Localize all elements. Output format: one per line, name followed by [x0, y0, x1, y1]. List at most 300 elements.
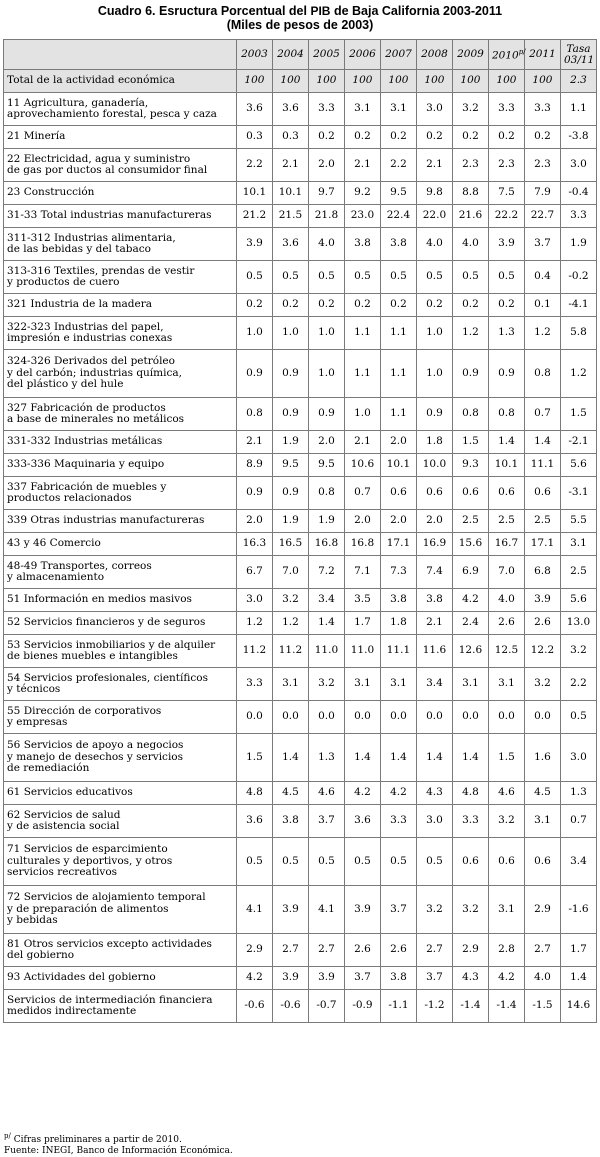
- value-cell: 1.4: [524, 431, 560, 454]
- row-label: 23 Construcción: [4, 182, 237, 205]
- rate-cell: -0.4: [560, 182, 596, 205]
- table-row: [4, 734, 597, 782]
- value-cell: 3.8: [380, 967, 416, 990]
- value-cell: 7.5: [488, 182, 524, 205]
- table-row: [4, 556, 597, 589]
- rate-cell: 2.5: [560, 556, 596, 589]
- value-cell: 11.2: [236, 635, 272, 668]
- footnotes: [4, 1131, 233, 1157]
- value-cell: 4.0: [416, 228, 452, 261]
- table-row: [4, 589, 597, 612]
- value-cell: 1.8: [416, 431, 452, 454]
- value-cell: 0.2: [488, 294, 524, 317]
- value-cell: 21.5: [272, 205, 308, 228]
- value-cell: 1.3: [488, 317, 524, 350]
- value-cell: 0.9: [236, 350, 272, 398]
- value-cell: 2.1: [344, 431, 380, 454]
- header-year: 2003: [236, 40, 272, 70]
- value-cell: 3.2: [452, 93, 488, 126]
- value-cell: 2.5: [488, 510, 524, 533]
- value-cell: 100: [452, 70, 488, 93]
- title-pib: PIB: [310, 4, 331, 18]
- title-line-2: (Miles de pesos de 2003): [226, 18, 374, 32]
- table-row: [4, 510, 597, 533]
- value-cell: 2.7: [416, 934, 452, 967]
- rate-cell: 1.2: [560, 350, 596, 398]
- rate-cell: 0.7: [560, 805, 596, 838]
- table-title: [0, 0, 600, 32]
- value-cell: 0.5: [308, 261, 344, 294]
- header-label-cell: [4, 40, 237, 70]
- header-year: 2011: [524, 40, 560, 70]
- value-cell: 8.8: [452, 182, 488, 205]
- table-row: [4, 317, 597, 350]
- rate-cell: -0.2: [560, 261, 596, 294]
- value-cell: 0.9: [236, 477, 272, 510]
- value-cell: 100: [380, 70, 416, 93]
- row-label: 61 Servicios educativos: [4, 782, 237, 805]
- value-cell: 10.0: [416, 454, 452, 477]
- value-cell: 0.8: [524, 350, 560, 398]
- rate-cell: -1.6: [560, 886, 596, 934]
- value-cell: 2.6: [344, 934, 380, 967]
- value-cell: 2.2: [380, 149, 416, 182]
- value-cell: 16.3: [236, 533, 272, 556]
- value-cell: 3.1: [488, 886, 524, 934]
- value-cell: 3.6: [236, 93, 272, 126]
- value-cell: 0.5: [452, 261, 488, 294]
- value-cell: 0.2: [272, 294, 308, 317]
- value-cell: 0.6: [488, 838, 524, 886]
- value-cell: 15.6: [452, 533, 488, 556]
- rate-cell: 14.6: [560, 990, 596, 1023]
- value-cell: 3.1: [488, 668, 524, 701]
- value-cell: 1.4: [308, 612, 344, 635]
- value-cell: 0.8: [308, 477, 344, 510]
- row-label: 53 Servicios inmobiliarios y de alquiler de bienes muebles e intangibles: [4, 635, 237, 668]
- value-cell: 3.2: [488, 805, 524, 838]
- value-cell: 1.5: [236, 734, 272, 782]
- total-row: [4, 70, 597, 93]
- value-cell: 1.0: [416, 317, 452, 350]
- value-cell: 1.0: [272, 317, 308, 350]
- value-cell: 4.5: [524, 782, 560, 805]
- table-row: [4, 261, 597, 294]
- value-cell: 0.6: [416, 477, 452, 510]
- row-label: 52 Servicios financieros y de seguros: [4, 612, 237, 635]
- value-cell: 0.2: [416, 294, 452, 317]
- value-cell: 6.7: [236, 556, 272, 589]
- value-cell: 17.1: [524, 533, 560, 556]
- value-cell: 3.4: [308, 589, 344, 612]
- value-cell: 2.0: [236, 510, 272, 533]
- value-cell: 1.2: [524, 317, 560, 350]
- value-cell: -1.1: [380, 990, 416, 1023]
- value-cell: 2.6: [524, 612, 560, 635]
- value-cell: 22.7: [524, 205, 560, 228]
- value-cell: 0.9: [308, 398, 344, 431]
- rate-cell: 5.6: [560, 589, 596, 612]
- value-cell: 12.2: [524, 635, 560, 668]
- value-cell: 1.4: [272, 734, 308, 782]
- value-cell: 3.9: [488, 228, 524, 261]
- value-cell: 2.7: [524, 934, 560, 967]
- value-cell: 9.2: [344, 182, 380, 205]
- table-body: [4, 70, 597, 1023]
- value-cell: 6.8: [524, 556, 560, 589]
- value-cell: -0.9: [344, 990, 380, 1023]
- value-cell: 4.2: [488, 967, 524, 990]
- value-cell: 0.6: [488, 477, 524, 510]
- row-label: 48-49 Transportes, correos y almacenamiento: [4, 556, 237, 589]
- value-cell: 0.5: [272, 261, 308, 294]
- value-cell: 1.2: [236, 612, 272, 635]
- value-cell: 3.3: [524, 93, 560, 126]
- value-cell: 0.2: [416, 126, 452, 149]
- value-cell: 1.5: [488, 734, 524, 782]
- rate-cell: 1.5: [560, 398, 596, 431]
- header-year-2010-text: 2010: [491, 49, 519, 62]
- row-label: 54 Servicios profesionales, científicos y técnicos: [4, 668, 237, 701]
- value-cell: 3.7: [524, 228, 560, 261]
- value-cell: -1.2: [416, 990, 452, 1023]
- value-cell: 1.3: [308, 734, 344, 782]
- value-cell: 10.1: [488, 454, 524, 477]
- value-cell: 2.1: [416, 149, 452, 182]
- value-cell: 10.6: [344, 454, 380, 477]
- footnote-source: [4, 1146, 233, 1157]
- rate-cell: 3.4: [560, 838, 596, 886]
- value-cell: 3.1: [272, 668, 308, 701]
- value-cell: 3.2: [272, 589, 308, 612]
- source-inegi: INEGI: [42, 1146, 71, 1156]
- value-cell: 11.0: [344, 635, 380, 668]
- value-cell: 11.0: [308, 635, 344, 668]
- value-cell: 3.3: [308, 93, 344, 126]
- value-cell: 3.3: [452, 805, 488, 838]
- value-cell: 2.6: [380, 934, 416, 967]
- value-cell: 0.0: [488, 701, 524, 734]
- title-prefix: Cuadro 6. Esructura Porcentual del: [97, 4, 307, 18]
- rate-cell: 5.5: [560, 510, 596, 533]
- value-cell: 2.1: [416, 612, 452, 635]
- value-cell: 0.8: [236, 398, 272, 431]
- value-cell: 100: [236, 70, 272, 93]
- title-suffix: de Baja California 2003-2011: [333, 4, 503, 18]
- value-cell: 9.5: [308, 454, 344, 477]
- value-cell: 0.2: [488, 126, 524, 149]
- value-cell: 2.9: [452, 934, 488, 967]
- rate-cell: 5.6: [560, 454, 596, 477]
- value-cell: 4.2: [344, 782, 380, 805]
- table-row: [4, 398, 597, 431]
- row-label: 331-332 Industrias metálicas: [4, 431, 237, 454]
- value-cell: 0.5: [380, 838, 416, 886]
- value-cell: 3.1: [452, 668, 488, 701]
- table-row: [4, 350, 597, 398]
- value-cell: 4.5: [272, 782, 308, 805]
- value-cell: 7.0: [272, 556, 308, 589]
- value-cell: 0.0: [416, 701, 452, 734]
- value-cell: 1.4: [452, 734, 488, 782]
- rate-cell: 3.0: [560, 734, 596, 782]
- row-label: 324-326 Derivados del petróleo y del carbón; industrias química, del plástico y del hule: [4, 350, 237, 398]
- value-cell: 0.5: [488, 261, 524, 294]
- value-cell: 10.1: [236, 182, 272, 205]
- value-cell: 0.4: [524, 261, 560, 294]
- value-cell: 0.2: [524, 126, 560, 149]
- footnote-text: Cifras preliminares a partir de 2010.: [13, 1135, 182, 1145]
- value-cell: -0.6: [272, 990, 308, 1023]
- value-cell: 100: [344, 70, 380, 93]
- value-cell: 100: [524, 70, 560, 93]
- title-line-1: [0, 4, 600, 18]
- row-label: 337 Fabricación de muebles y productos relacionados: [4, 477, 237, 510]
- value-cell: -0.7: [308, 990, 344, 1023]
- value-cell: 0.2: [308, 126, 344, 149]
- table-row: [4, 782, 597, 805]
- value-cell: 2.9: [524, 886, 560, 934]
- value-cell: 0.2: [236, 294, 272, 317]
- value-cell: 11.6: [416, 635, 452, 668]
- value-cell: 2.5: [524, 510, 560, 533]
- data-table: [3, 39, 597, 1023]
- row-label: 31-33 Total industrias manufactureras: [4, 205, 237, 228]
- value-cell: 2.0: [380, 431, 416, 454]
- value-cell: 2.0: [344, 510, 380, 533]
- value-cell: 3.9: [272, 967, 308, 990]
- header-year-2010: [488, 40, 524, 70]
- value-cell: 4.3: [416, 782, 452, 805]
- value-cell: 1.1: [344, 350, 380, 398]
- table-row: [4, 126, 597, 149]
- row-label: 313-316 Textiles, prendas de vestir y productos de cuero: [4, 261, 237, 294]
- table-row: [4, 701, 597, 734]
- value-cell: 100: [416, 70, 452, 93]
- row-label: 322-323 Industrias del papel, impresión e industrias conexas: [4, 317, 237, 350]
- rate-cell: 2.3: [560, 70, 596, 93]
- value-cell: 0.6: [380, 477, 416, 510]
- value-cell: 3.5: [344, 589, 380, 612]
- value-cell: 3.2: [524, 668, 560, 701]
- rate-cell: -3.1: [560, 477, 596, 510]
- row-label: 321 Industria de la madera: [4, 294, 237, 317]
- header-year: 2007: [380, 40, 416, 70]
- value-cell: 3.0: [416, 93, 452, 126]
- rate-cell: -4.1: [560, 294, 596, 317]
- value-cell: 2.6: [488, 612, 524, 635]
- row-label: 55 Dirección de corporativos y empresas: [4, 701, 237, 734]
- value-cell: 7.1: [344, 556, 380, 589]
- value-cell: 2.8: [488, 934, 524, 967]
- value-cell: 22.4: [380, 205, 416, 228]
- value-cell: 2.3: [452, 149, 488, 182]
- value-cell: 1.2: [272, 612, 308, 635]
- value-cell: 4.0: [488, 589, 524, 612]
- table-row: [4, 454, 597, 477]
- preliminary-mark: p/: [518, 48, 526, 56]
- rate-cell: 1.4: [560, 967, 596, 990]
- value-cell: 1.9: [308, 510, 344, 533]
- value-cell: 0.2: [452, 126, 488, 149]
- value-cell: 4.2: [380, 782, 416, 805]
- value-cell: 1.1: [380, 398, 416, 431]
- value-cell: 3.1: [524, 805, 560, 838]
- row-label: 327 Fabricación de productos a base de minerales no metálicos: [4, 398, 237, 431]
- value-cell: 2.1: [344, 149, 380, 182]
- row-label: 311-312 Industrias alimentaria, de las bebidas y del tabaco: [4, 228, 237, 261]
- value-cell: 4.0: [524, 967, 560, 990]
- value-cell: 1.7: [344, 612, 380, 635]
- value-cell: 3.1: [380, 668, 416, 701]
- value-cell: 7.3: [380, 556, 416, 589]
- value-cell: -1.5: [524, 990, 560, 1023]
- value-cell: 2.4: [452, 612, 488, 635]
- value-cell: 0.8: [452, 398, 488, 431]
- table-row: [4, 805, 597, 838]
- value-cell: 2.2: [236, 149, 272, 182]
- row-label: 22 Electricidad, agua y suministro de gas por ductos al consumidor final: [4, 149, 237, 182]
- value-cell: -1.4: [488, 990, 524, 1023]
- value-cell: 9.5: [380, 182, 416, 205]
- value-cell: 1.1: [380, 317, 416, 350]
- value-cell: 4.6: [488, 782, 524, 805]
- row-label: 21 Minería: [4, 126, 237, 149]
- table-row: [4, 431, 597, 454]
- value-cell: 7.9: [524, 182, 560, 205]
- row-label: 56 Servicios de apoyo a negocios y manejo de desechos y servicios de remediación: [4, 734, 237, 782]
- row-label: 339 Otras industrias manufactureras: [4, 510, 237, 533]
- value-cell: 9.8: [416, 182, 452, 205]
- rate-cell: -2.1: [560, 431, 596, 454]
- value-cell: 3.3: [380, 805, 416, 838]
- value-cell: 17.1: [380, 533, 416, 556]
- value-cell: 12.5: [488, 635, 524, 668]
- value-cell: 0.0: [272, 701, 308, 734]
- value-cell: 3.8: [272, 805, 308, 838]
- table-row: [4, 838, 597, 886]
- value-cell: 0.8: [488, 398, 524, 431]
- value-cell: 0.5: [344, 261, 380, 294]
- value-cell: 0.7: [344, 477, 380, 510]
- table-row: [4, 477, 597, 510]
- value-cell: 0.2: [308, 294, 344, 317]
- value-cell: 0.9: [272, 477, 308, 510]
- value-cell: 0.5: [272, 838, 308, 886]
- value-cell: 0.0: [344, 701, 380, 734]
- value-cell: 0.2: [344, 294, 380, 317]
- value-cell: 0.5: [380, 261, 416, 294]
- row-label: Total de la actividad económica: [4, 70, 237, 93]
- value-cell: 3.7: [308, 805, 344, 838]
- table-row: [4, 668, 597, 701]
- value-cell: 3.8: [416, 589, 452, 612]
- value-cell: 0.5: [416, 261, 452, 294]
- footnote-preliminary: [4, 1131, 233, 1146]
- value-cell: 0.1: [524, 294, 560, 317]
- header-row: [4, 40, 597, 70]
- value-cell: 4.2: [236, 967, 272, 990]
- table-row: [4, 612, 597, 635]
- value-cell: 0.5: [344, 838, 380, 886]
- value-cell: 21.6: [452, 205, 488, 228]
- value-cell: 9.3: [452, 454, 488, 477]
- value-cell: 0.3: [236, 126, 272, 149]
- row-label: 11 Agricultura, ganadería, aprovechamiento forestal, pesca y caza: [4, 93, 237, 126]
- value-cell: 1.4: [344, 734, 380, 782]
- value-cell: 4.0: [452, 228, 488, 261]
- value-cell: 1.0: [416, 350, 452, 398]
- rate-cell: 3.2: [560, 635, 596, 668]
- value-cell: 1.9: [272, 431, 308, 454]
- value-cell: 0.5: [236, 261, 272, 294]
- value-cell: 2.9: [236, 934, 272, 967]
- value-cell: 2.1: [272, 149, 308, 182]
- header-tasa: [560, 40, 596, 70]
- table-row: [4, 533, 597, 556]
- rate-cell: -3.8: [560, 126, 596, 149]
- value-cell: 0.2: [380, 126, 416, 149]
- value-cell: 3.9: [308, 967, 344, 990]
- value-cell: 0.0: [452, 701, 488, 734]
- header-tasa-line2: 03/11: [563, 53, 595, 66]
- value-cell: 7.4: [416, 556, 452, 589]
- table-row: [4, 294, 597, 317]
- value-cell: 0.9: [416, 398, 452, 431]
- row-label: 51 Información en medios masivos: [4, 589, 237, 612]
- header-tasa-line1: Tasa: [566, 42, 591, 55]
- value-cell: 3.6: [272, 228, 308, 261]
- value-cell: 1.5: [452, 431, 488, 454]
- footnote-mark: p/: [4, 1132, 11, 1140]
- value-cell: 1.4: [416, 734, 452, 782]
- table-row: [4, 205, 597, 228]
- value-cell: 1.0: [236, 317, 272, 350]
- value-cell: 2.5: [452, 510, 488, 533]
- value-cell: 2.3: [488, 149, 524, 182]
- value-cell: 11.1: [380, 635, 416, 668]
- table-row: [4, 990, 597, 1023]
- value-cell: 0.0: [236, 701, 272, 734]
- value-cell: 3.7: [344, 967, 380, 990]
- value-cell: 4.3: [452, 967, 488, 990]
- value-cell: 0.3: [272, 126, 308, 149]
- value-cell: 1.4: [488, 431, 524, 454]
- value-cell: 7.0: [488, 556, 524, 589]
- value-cell: 1.0: [344, 398, 380, 431]
- value-cell: 3.8: [344, 228, 380, 261]
- row-label: 43 y 46 Comercio: [4, 533, 237, 556]
- rate-cell: 5.8: [560, 317, 596, 350]
- value-cell: 2.7: [308, 934, 344, 967]
- value-cell: 0.5: [308, 838, 344, 886]
- value-cell: 2.1: [236, 431, 272, 454]
- value-cell: -1.4: [452, 990, 488, 1023]
- value-cell: 3.0: [236, 589, 272, 612]
- rate-cell: 1.1: [560, 93, 596, 126]
- table-row: [4, 149, 597, 182]
- value-cell: 0.2: [452, 294, 488, 317]
- value-cell: 0.7: [524, 398, 560, 431]
- value-cell: 0.9: [272, 398, 308, 431]
- value-cell: 3.3: [236, 668, 272, 701]
- value-cell: 23.0: [344, 205, 380, 228]
- value-cell: 3.3: [488, 93, 524, 126]
- value-cell: 4.1: [308, 886, 344, 934]
- value-cell: 3.0: [416, 805, 452, 838]
- value-cell: 1.0: [308, 350, 344, 398]
- header-year: 2004: [272, 40, 308, 70]
